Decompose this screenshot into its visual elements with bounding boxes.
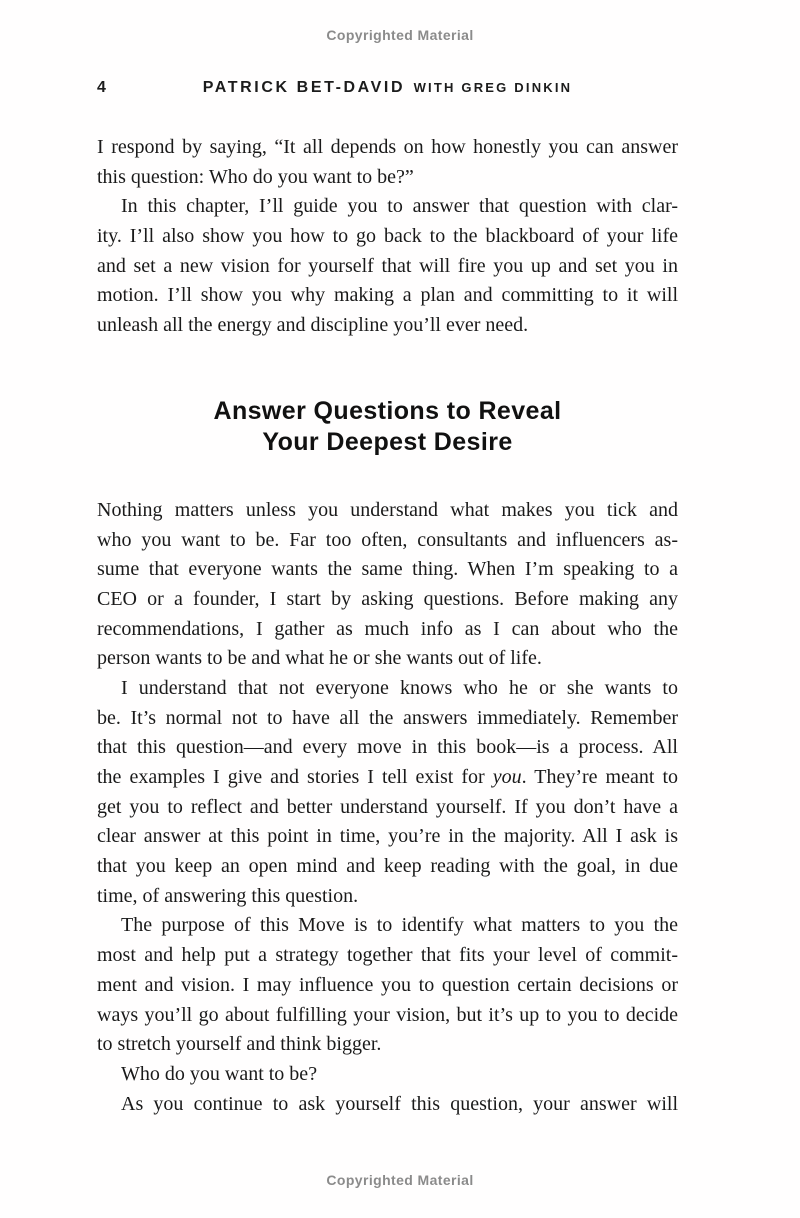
text-segment: this question: Who do you want to be?”: [97, 165, 414, 188]
text-segment: The purpose of this Move is to identify what matters to you the: [121, 914, 678, 937]
text-line: [97, 704, 678, 734]
text-segment: CEO or a founder, I start by asking questions. Before making any: [97, 587, 678, 610]
text-line: [97, 941, 678, 971]
text-line: [97, 281, 678, 311]
text-line: [97, 163, 678, 193]
text-segment: recommendations, I gather as much info as I can about who the: [97, 617, 678, 640]
text-segment: the examples I give and stories I tell exist for: [97, 766, 493, 788]
text-segment: and set a new vision for yourself that will fire you up and set you in: [97, 254, 678, 277]
text-segment: ity. I’ll also show you how to go back to the blackboard of your life: [97, 225, 678, 248]
text-segment: that this question—and every move in this book—is a process. All: [97, 736, 678, 759]
text-line: [97, 192, 678, 222]
paragraph: [97, 911, 678, 1059]
text-line: [97, 526, 678, 556]
text-line: [97, 911, 678, 941]
text-line: [97, 222, 678, 252]
text-line: [97, 615, 678, 645]
paragraph: [97, 496, 678, 674]
text-line: [97, 1001, 678, 1031]
text-segment: motion. I’ll show you why making a plan and committing to it will: [97, 284, 678, 307]
text-line: [97, 1030, 678, 1060]
paragraph: [97, 1090, 678, 1120]
text-line: [97, 852, 678, 882]
text-segment: I respond by saying, “It all depends on how honestly you can answer: [97, 136, 678, 158]
text-segment: be. It’s normal not to have all the answers immediately. Remember: [97, 706, 678, 729]
text-segment: Who do you want to be?: [121, 1062, 318, 1085]
page-number: 4: [97, 79, 106, 96]
text-segment: sume that everyone wants the same thing. When I’m speaking to a: [97, 558, 678, 581]
paragraph-group-before-heading: [97, 133, 678, 341]
text-segment: most and help put a strategy together that fits your level of commit-: [97, 944, 678, 967]
text-segment: ways you’ll go about fulfilling your vision, but it’s up to you to decide: [97, 1003, 678, 1026]
text-segment: that you keep an open mind and keep reading with the goal, in due: [97, 855, 678, 878]
running-head: [97, 79, 678, 97]
text-line: [97, 496, 678, 526]
text-line: [97, 822, 678, 852]
text-segment: As you continue to ask yourself this question, your answer will: [121, 1092, 678, 1115]
text-segment: unleash all the energy and discipline you’ll ever need.: [97, 314, 529, 337]
text-segment: I understand that not everyone knows who he or she wants to: [121, 676, 678, 699]
text-line: [97, 1060, 678, 1090]
paragraph: [97, 133, 678, 192]
text-segment: clear answer at this point in time, you’re in the majority. All I ask is: [97, 825, 678, 848]
section-heading: [97, 396, 678, 458]
text-line: [97, 793, 678, 823]
copyright-notice-bottom: Copyrighted Material: [326, 1172, 474, 1188]
text-line: [97, 882, 678, 912]
text-line: [97, 555, 678, 585]
paragraph: [97, 674, 678, 912]
body-text: [97, 133, 678, 1119]
text-line: [97, 311, 678, 341]
copyright-notice-top: Copyrighted Material: [326, 27, 474, 43]
text-segment: In this chapter, I’ll guide you to answer that question with clar-: [121, 195, 678, 218]
section-heading-line-2: Your Deepest Desire: [262, 427, 513, 456]
paragraph-group-after-heading: [97, 496, 678, 1119]
text-line: [97, 763, 678, 793]
text-line: [97, 644, 678, 674]
text-segment: Nothing matters unless you understand what makes you tick and: [97, 498, 678, 521]
text-line: [97, 252, 678, 282]
text-segment: person wants to be and what he or she wants out of life.: [97, 647, 542, 670]
text-segment: get you to reflect and better understand yourself. If you don’t have a: [97, 795, 678, 818]
text-line: [97, 585, 678, 615]
text-segment: . They’re meant to: [521, 766, 679, 788]
text-line: [97, 733, 678, 763]
coauthor-name: WITH GREG DINKIN: [413, 80, 573, 95]
text-line: [97, 674, 678, 704]
paragraph: [97, 192, 678, 340]
text-segment: to stretch yourself and think bigger.: [97, 1033, 382, 1056]
section-heading-line-1: Answer Questions to Reveal: [213, 396, 562, 425]
paragraph: [97, 1060, 678, 1090]
page-header: [97, 79, 678, 101]
text-line: [97, 971, 678, 1001]
text-segment: ment and vision. I may influence you to question certain decisions or: [97, 973, 678, 996]
text-segment: time, of answering this question.: [97, 884, 359, 907]
text-segment: who you want to be. Far too often, consultants and influencers as-: [97, 528, 678, 551]
author-name: PATRICK BET-DAVID: [202, 79, 406, 96]
italic-text: you: [492, 766, 522, 788]
text-line: [97, 133, 678, 163]
text-line: [97, 1090, 678, 1120]
